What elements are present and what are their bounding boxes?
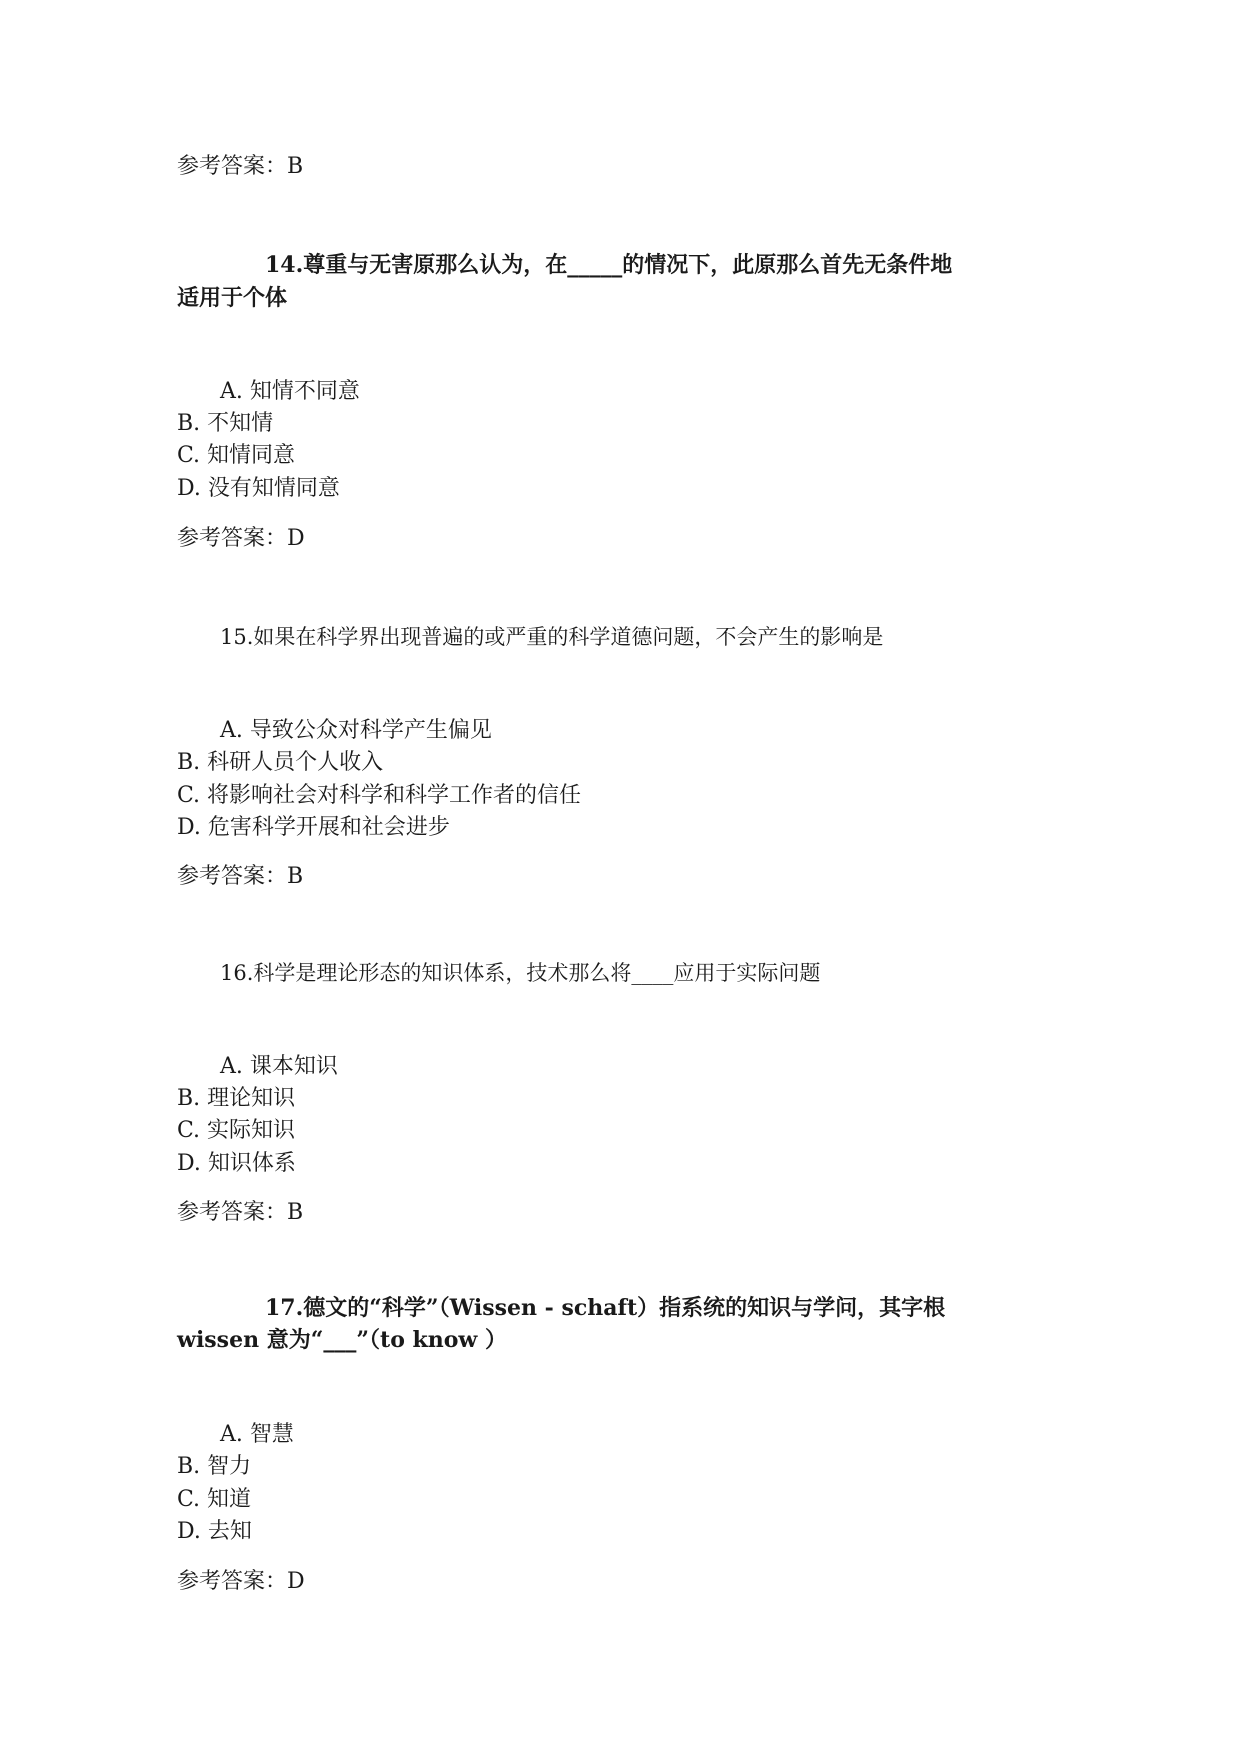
question-16-line1: 16.科学是理论形态的知识体系，技术那么将____应用于实际问题 [220,961,821,985]
q15-option-d: D. 危害科学开展和社会进步 [177,815,450,840]
question-15-line1: 15.如果在科学界出现普遍的或严重的科学道德问题，不会产生的影响是 [220,625,884,649]
q16-option-a: A. 课本知识 [220,1054,338,1079]
q15-option-c: C. 将影响社会对科学和科学工作者的信任 [177,783,582,808]
q14-option-d: D. 没有知情同意 [177,476,340,501]
q17-option-d: D. 去知 [177,1519,252,1544]
q14-option-c: C. 知情同意 [177,443,296,468]
answer-q14: 参考答案：D [177,526,305,551]
question-17-line2: wissen 意为“___”（to know ） [177,1327,508,1353]
q16-option-c: C. 实际知识 [177,1118,296,1143]
q17-option-b: B. 智力 [177,1454,252,1479]
question-14-line2: 适用于个体 [177,285,288,311]
answer-q16: 参考答案：B [177,1200,304,1225]
q15-option-b: B. 科研人员个人收入 [177,750,384,775]
q17-option-a: A. 智慧 [220,1422,294,1447]
q16-option-d: D. 知识体系 [177,1151,296,1176]
q14-option-a: A. 知情不同意 [220,379,360,404]
q16-option-b: B. 理论知识 [177,1086,296,1111]
question-17-line1: 17.德文的“科学”（Wissen - schaft）指系统的知识与学问，其字根 [265,1295,946,1321]
q15-option-a: A. 导致公众对科学产生偏见 [220,718,492,743]
q14-option-b: B. 不知情 [177,411,274,436]
answer-q15: 参考答案：B [177,864,304,889]
answer-q17: 参考答案：D [177,1569,305,1594]
question-14-line1: 14.尊重与无害原那么认为，在_____的情况下，此原那么首先无条件地 [265,252,953,278]
q17-option-c: C. 知道 [177,1487,252,1512]
answer-prev: 参考答案：B [177,154,304,179]
